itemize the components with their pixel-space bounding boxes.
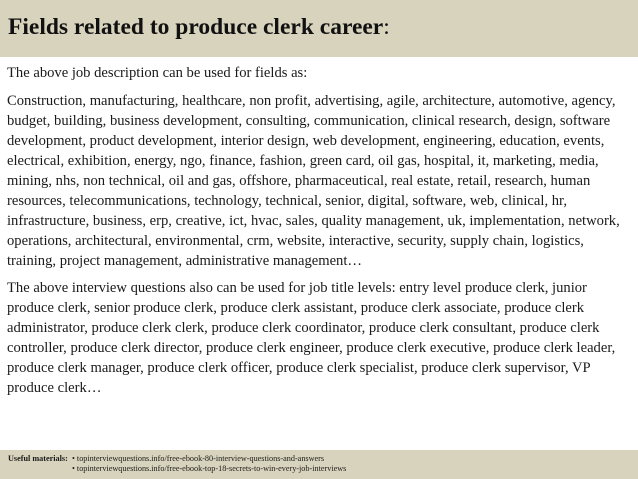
useful-material-link-1[interactable]: • topinterviewquestions.info/free-ebook-80-interview-questions-and-answers [72, 454, 325, 463]
intro-paragraph: The above job description can be used for fields as: [7, 65, 308, 81]
job-levels-paragraph: The above interview questions also can be used for job title levels: entry level produce clerk, junior produce clerk, senior produce clerk, produce clerk assistant, produce clerk associate, produce clerk administrator, produce clerk clerk, produce clerk coordinator, produce clerk consultant, produce clerk controller, produce clerk director, produce clerk engineer, produce clerk executive, produce clerk leader, produce clerk manager, produce clerk officer, produce clerk specialist, produce clerk supervisor, VP produce clerk… [7, 280, 616, 396]
page-title-text: Fields related to produce clerk career [8, 14, 384, 40]
useful-material-link-2[interactable]: • topinterviewquestions.info/free-ebook-top-18-secrets-to-win-every-job-interviews [72, 464, 347, 473]
title-bar [0, 0, 638, 57]
page-title-colon: : [383, 14, 390, 40]
footer-bar [0, 450, 638, 479]
main-content [7, 63, 635, 398]
page-title [8, 12, 638, 42]
fields-paragraph: Construction, manufacturing, healthcare, non profit, advertising, agile, architecture, automotive, agency, budget, building, business development, consulting, communication, clinical research, design, software development, product development, interior design, web development, engineering, education, events, electrical, exhibition, energy, ngo, finance, fashion, green card, oil gas, hospital, it, marketing, media, mining, nhs, non technical, oil and gas, offshore, pharmaceutical, real estate, retail, research, human resources, telecommunications, technology, technical, senior, digital, software, web, clinical, hr, infrastructure, business, erp, creative, ict, hvac, sales, quality management, uk, implementation, network, operations, architectural, environmental, crm, website, interactive, security, supply chain, logistics, training, project management, administrative management… [7, 93, 620, 269]
useful-materials-links [72, 454, 346, 474]
useful-materials-label: Useful materials: [8, 454, 68, 463]
